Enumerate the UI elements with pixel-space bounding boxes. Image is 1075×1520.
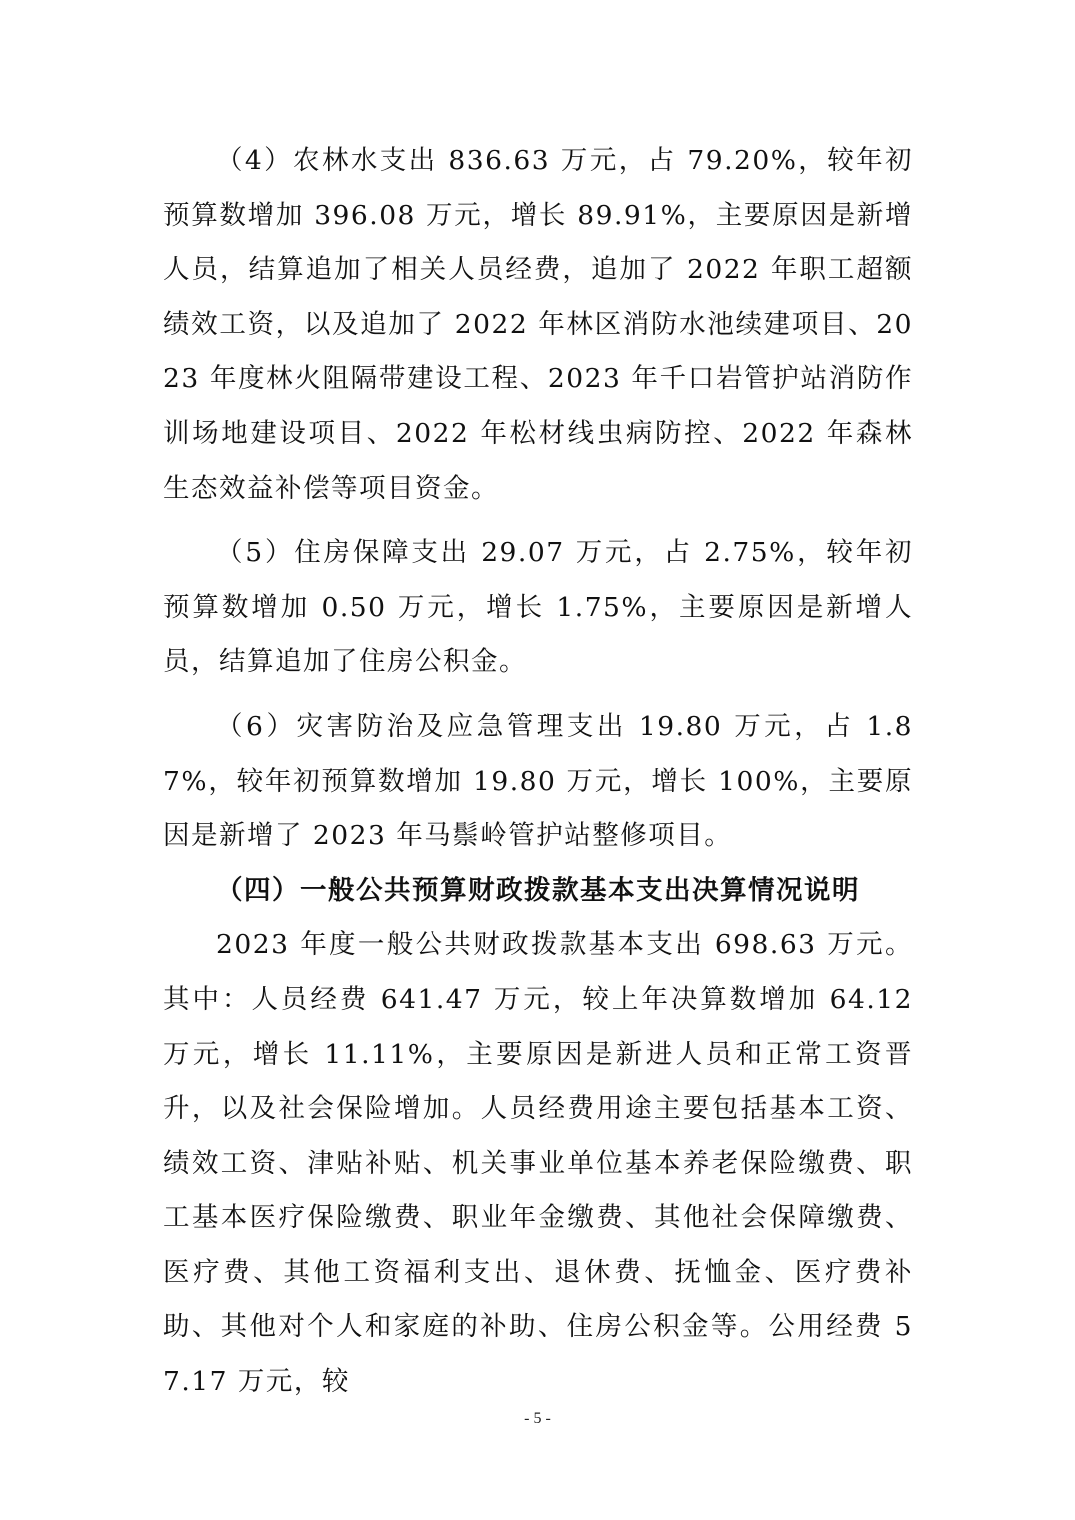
section-heading: （四）一般公共预算财政拨款基本支出决算情况说明	[216, 874, 860, 906]
document-body	[163, 134, 913, 1410]
page-number: - 5 -	[524, 1410, 551, 1427]
paragraph-housing-security: （5）住房保障支出 29.07 万元，占 2.75%，较年初预算数增加 0.50 万元，增长 1.75%，主要原因是新增人员，结算追加了住房公积金。	[163, 537, 913, 678]
paragraph-basic-expenditure: 2023 年度一般公共财政拨款基本支出 698.63 万元。其中：人员经费 641.47 万元，较上年决算数增加 64.12 万元，增长 11.11%，主要原因是新进人员和正常工资晋升，以及社会保险增加。人员经费用途主要包括基本工资、绩效工资、津贴补贴、机关事业单位基本养老保险缴费、职工基本医疗保险缴费、职业年金缴费、其他社会保障缴费、医疗费、其他工资福利支出、退休费、抚恤金、医疗费补助、其他对个人和家庭的补助、住房公积金等。公用经费 57.17 万元，较	[163, 929, 913, 1398]
paragraph-agriculture-forestry-water: （4）农林水支出 836.63 万元，占 79.20%，较年初预算数增加 396.08 万元，增长 89.91%，主要原因是新增人员，结算追加了相关人员经费，追加了 2022 年职工超额绩效工资，以及追加了 2022 年林区消防水池续建项目、2023 年度林火阻隔带建设工程、2023 年千口岩管护站消防作训场地建设项目、2022 年松材线虫病防控、2022 年森林生态效益补偿等项目资金。	[163, 145, 913, 504]
paragraph-disaster-prevention: （6）灾害防治及应急管理支出 19.80 万元，占 1.87%，较年初预算数增加 19.80 万元，增长 100%，主要原因是新增了 2023 年马鬃岭管护站整修项目。	[163, 710, 913, 852]
